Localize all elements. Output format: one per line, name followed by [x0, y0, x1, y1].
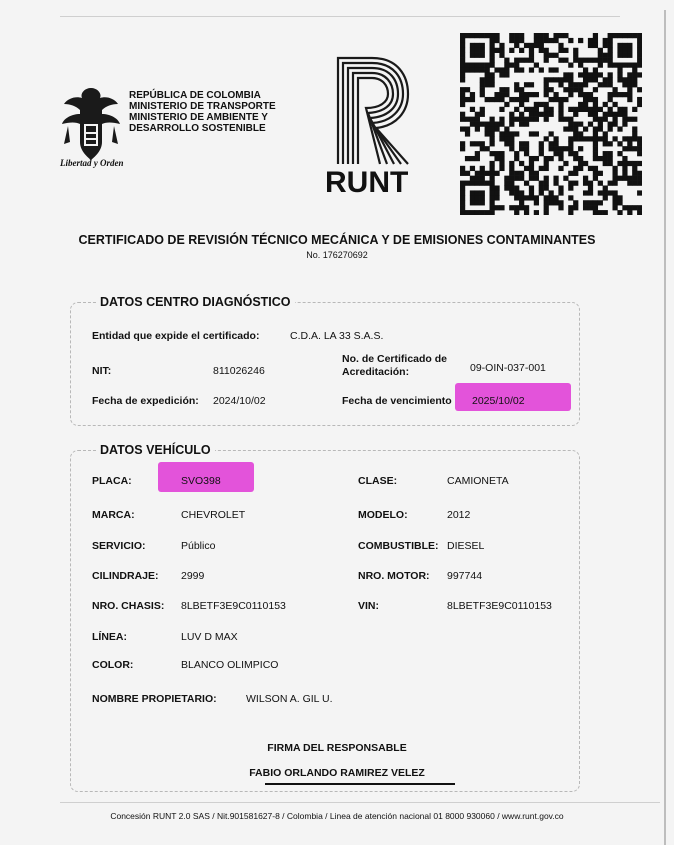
gov-line-3: MINISTERIO DE AMBIENTE Y	[129, 112, 268, 123]
marca-label: MARCA:	[92, 509, 135, 521]
color-value: BLANCO OLIMPICO	[181, 659, 279, 671]
certificate-number: No. 176270692	[306, 250, 368, 260]
acreditacion-value: 09-OIN-037-001	[470, 362, 546, 374]
vehiculo-section-title: DATOS VEHÍCULO	[96, 443, 215, 457]
linea-value: LUV D MAX	[181, 631, 238, 643]
expedicion-value: 2024/10/02	[213, 395, 266, 407]
gov-line-4: DESARROLLO SOSTENIBLE	[129, 123, 266, 134]
top-edge	[60, 16, 620, 17]
runt-logo-icon	[332, 56, 410, 166]
acreditacion-label-line-2: Acreditación:	[342, 366, 410, 378]
vin-value: 8LBETF3E9C0110153	[447, 600, 552, 612]
marca-value: CHEVROLET	[181, 509, 246, 521]
entidad-value: C.D.A. LA 33 S.A.S.	[290, 330, 384, 342]
motor-value: 997744	[447, 570, 483, 582]
footer-text: Concesión RUNT 2.0 SAS / Nit.901581627-8 / Colombia / Linea de atención nacional 01 8000 930060 / www.runt.gov.co	[110, 811, 564, 821]
color-label: COLOR:	[92, 659, 134, 671]
propietario-label: NOMBRE PROPIETARIO:	[92, 693, 217, 705]
acreditacion-label	[342, 353, 447, 379]
footer-divider	[60, 802, 660, 803]
certificate-title: CERTIFICADO DE REVISIÓN TÉCNICO MECÁNICA Y DE EMISIONES CONTAMINANTES	[78, 233, 596, 247]
combustible-value: DIESEL	[447, 540, 485, 552]
gov-line-2: MINISTERIO DE TRANSPORTE	[129, 101, 276, 112]
vencimiento-value: 2025/10/02	[472, 395, 525, 407]
servicio-label: SERVICIO:	[92, 540, 146, 552]
chasis-value: 8LBETF3E9C0110153	[181, 600, 286, 612]
modelo-value: 2012	[447, 509, 471, 521]
expedicion-label: Fecha de expedición:	[92, 395, 199, 407]
firma-title: FIRMA DEL RESPONSABLE	[267, 742, 407, 754]
vin-label: VIN:	[358, 600, 379, 612]
cilindraje-value: 2999	[181, 570, 205, 582]
placa-value: SVO398	[181, 475, 221, 487]
firma-name: FABIO ORLANDO RAMIREZ VELEZ	[249, 767, 425, 779]
modelo-label: MODELO:	[358, 509, 408, 521]
government-header	[129, 90, 276, 134]
nit-label: NIT:	[92, 365, 112, 377]
linea-label: LÍNEA:	[92, 631, 127, 643]
gov-line-1: REPÚBLICA DE COLOMBIA	[129, 90, 261, 101]
centro-section-title: DATOS CENTRO DIAGNÓSTICO	[96, 295, 295, 309]
cilindraje-label: CILINDRAJE:	[92, 570, 159, 582]
combustible-label: COMBUSTIBLE:	[358, 540, 439, 552]
clase-label: CLASE:	[358, 475, 398, 487]
placa-label: PLACA:	[92, 475, 132, 487]
entidad-label: Entidad que expide el certificado:	[92, 330, 260, 342]
datos-vehiculo-box	[70, 450, 580, 792]
signature-line	[265, 783, 455, 785]
right-edge	[664, 10, 666, 845]
qr-code-icon[interactable]	[460, 33, 642, 215]
servicio-value: Público	[181, 540, 216, 552]
acreditacion-label-line-1: No. de Certificado de	[342, 353, 448, 365]
runt-logo-text: RUNT	[325, 166, 409, 199]
motor-label: NRO. MOTOR:	[358, 570, 430, 582]
chasis-label: NRO. CHASIS:	[92, 600, 165, 612]
nit-value: 811026246	[213, 365, 265, 377]
crest-caption: Libertad y Orden	[60, 158, 124, 168]
propietario-value: WILSON A. GIL U.	[246, 693, 333, 705]
vencimiento-label: Fecha de vencimiento	[342, 395, 452, 407]
colombia-crest-icon	[58, 84, 124, 164]
clase-value: CAMIONETA	[447, 475, 509, 487]
